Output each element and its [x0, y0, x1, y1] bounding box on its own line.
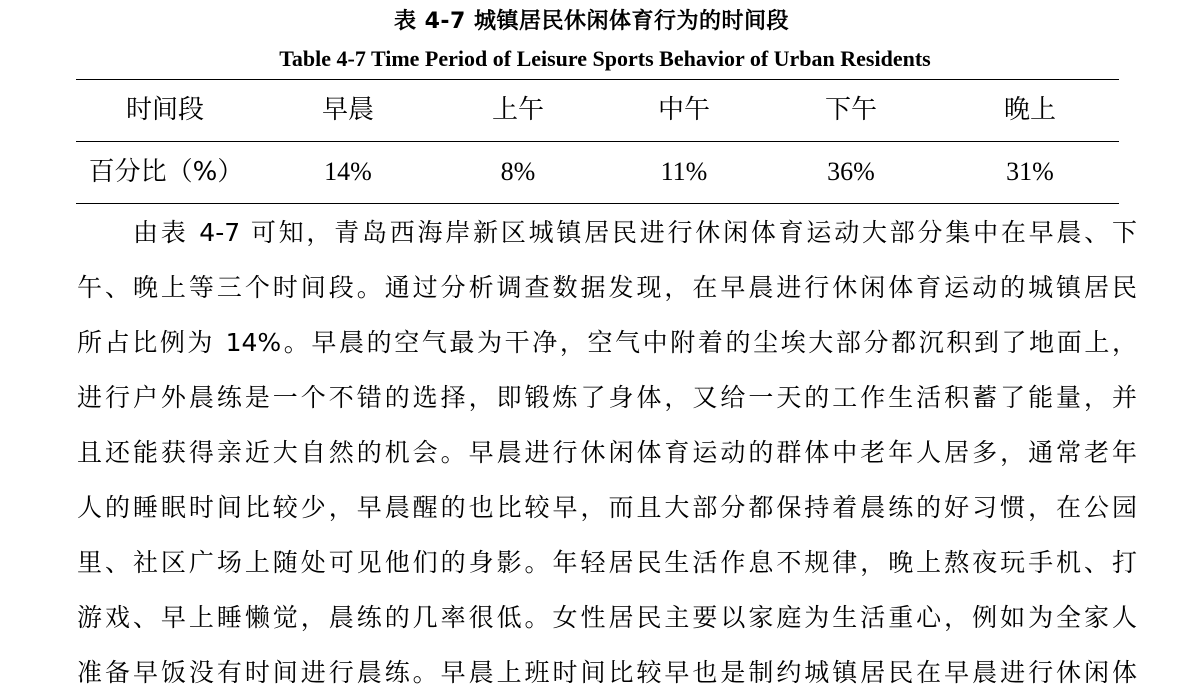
row-label-percentage: 百分比（%） — [88, 157, 244, 187]
body-paragraph — [77, 205, 1137, 700]
table-caption-chinese: 表 4-7 城镇居民休闲体育行为的时间段 — [393, 9, 790, 34]
header-cell-noon: 中午 — [657, 95, 710, 125]
paragraph-line: 进行户外晨练是一个不错的选择，即锻炼了身体，又给一天的工作生活积蓄了能量，并 — [77, 383, 1137, 412]
table-row — [76, 142, 1119, 202]
table-caption-english: Table 4-7 Time Period of Leisure Sports Behavior of Urban Residents — [279, 46, 931, 71]
header-cell-time-period: 时间段 — [125, 95, 204, 125]
value-afternoon: 36% — [827, 157, 875, 186]
paragraph-line: 且还能获得亲近大自然的机会。早晨进行休闲体育运动的群体中老年人居多，通常老年 — [77, 438, 1137, 467]
header-cell-afternoon: 下午 — [824, 95, 877, 125]
value-early-morning: 14% — [324, 157, 372, 186]
paragraph-line: 所占比例为 14%。早晨的空气最为干净，空气中附着的尘埃大部分都沉积到了地面上， — [77, 328, 1137, 357]
value-noon: 11% — [660, 157, 708, 186]
value-evening: 31% — [1006, 157, 1054, 186]
header-cell-early-morning: 早晨 — [321, 95, 374, 125]
paragraph-line: 游戏、早上睡懒觉，晨练的几率很低。女性居民主要以家庭为生活重心，例如为全家人 — [77, 603, 1137, 632]
header-cell-morning: 上午 — [491, 95, 544, 125]
table-header-row — [76, 80, 1119, 140]
paragraph-line: 准备早饭没有时间进行晨练。早晨上班时间比较早也是制约城镇居民在早晨进行休闲体 — [77, 658, 1137, 687]
table-bottom-rule — [76, 203, 1119, 204]
value-morning: 8% — [500, 157, 536, 186]
paragraph-line: 里、社区广场上随处可见他们的身影。年轻居民生活作息不规律，晚上熬夜玩手机、打 — [77, 548, 1137, 577]
paragraph-line: 人的睡眠时间比较少，早晨醒的也比较早，而且大部分都保持着晨练的好习惯，在公园 — [77, 493, 1137, 522]
header-cell-evening: 晚上 — [1003, 95, 1056, 125]
paragraph-line: 由表 4-7 可知，青岛西海岸新区城镇居民进行休闲体育运动大部分集中在早晨、下 — [133, 218, 1137, 247]
paragraph-line: 午、晚上等三个时间段。通过分析调查数据发现，在早晨进行休闲体育运动的城镇居民 — [77, 273, 1137, 302]
